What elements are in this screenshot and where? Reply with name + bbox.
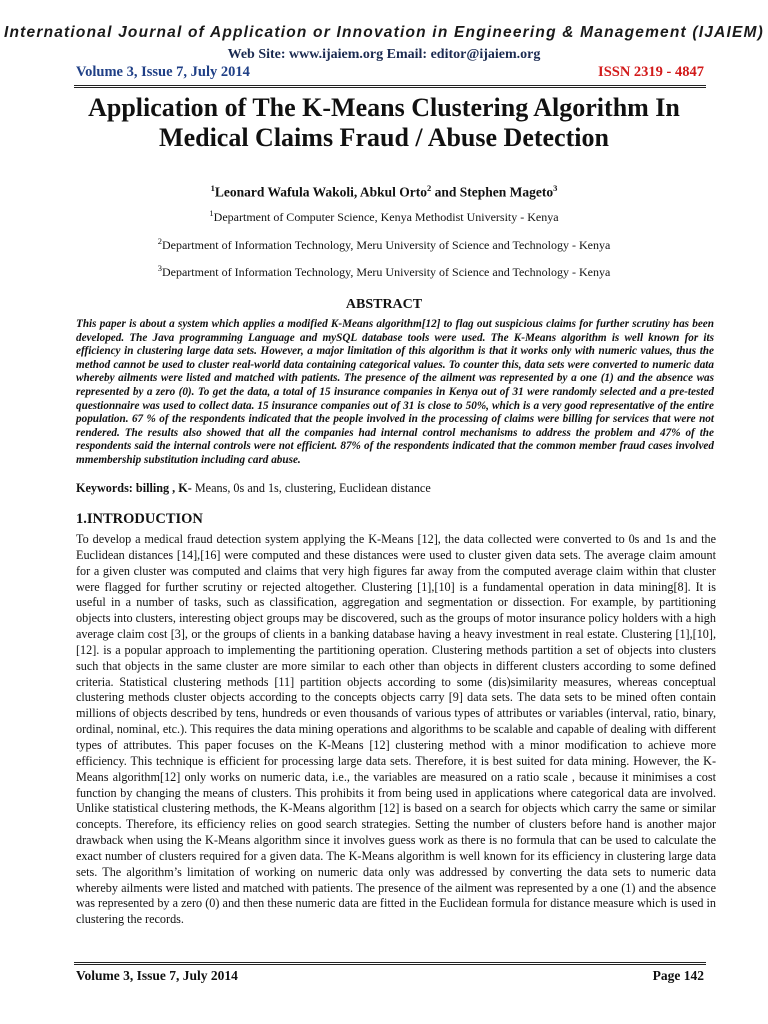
affiliation-2-text: Department of Information Technology, Meru University of Science and Technology - Kenya [161,238,611,252]
abstract-text: This paper is about a system which applies a modified K-Means algorithm[12] to flag out suspicious claims for further scrutiny has been developed. The Java programming Language and mySQL database tools were used. The K-Means algorithm is well known for its efficiency in clustering large data sets. However, a major limitation of this algorithm is that it works only with numeric values, thus the method cannot be used to cluster real-world data containing categorical values. To counter this, data sets were converted to numeric data whereby ailments were listed and matched with patients. The presence of the ailment was represented by a one (1) and the absence was represented by a zero (0). To get the data, a total of 15 insurance companies in Kenya out of 31 were randomly selected and a pre-tested questionnaire was used to collect data. 15 insurance companies out of 31 is close to 50%, which is a very good representative of the entire population. 67 % of the respondents indicated that the people involved in the processing of claims were billing for services that were not rendered. The results also showed that all the companies had internal control mechanisms to address the problem and 47% of the respondents said the internal controls were not efficient. 87% of the respondents indicated that the common member fraud cases involved mmembership substitution including card abuse. [76,318,714,466]
keywords-line [76,481,716,496]
author-line [0,183,768,201]
affiliation-2 [0,236,768,253]
header-issn: ISSN 2319 - 4847 [598,64,704,80]
affiliation-3-text: Department of Information Technology, Meru University of Science and Technology - Kenya [161,265,611,279]
affiliation-2-sup: 2 [157,236,162,246]
author-2-sup: 2 [427,183,432,193]
journal-website: Web Site: www.ijaiem.org Email: editor@ijaiem.org [227,47,541,62]
author-3-sup: 3 [553,183,558,193]
authors-1-2: Leonard Wafula Wakoli, Abkul Orto [214,184,428,200]
affiliation-3 [0,263,768,280]
header-volume: Volume 3, Issue 7, July 2014 [76,64,250,80]
abstract-heading: ABSTRACT [345,297,423,312]
affiliation-1 [0,208,768,225]
introduction-text: To develop a medical fraud detection system applying the K-Means [12], the data collected were converted to 0s and 1s and the Euclidean distances [14],[16] were computed and these distances were used to cluster given data sets. The average claim amount for a given cluster was computed and claims that very high figures far away from the computed average claim within that cluster were flagged for further scrutiny or rejected altogether. Clustering [1],[10] is a fundamental operation in data mining[8]. It is useful in a number of tasks, such as classification, aggregation and segmentation or dissection. For example, by partitioning objects into clusters, interesting object groups may be discovered, such as the groups of motor insurance policy holders with a high average claim cost [3], or the groups of clients in a banking database having a heavy investment in real estate. Clustering [1],[10],[12]. is a popular approach to implementing the partitioning operation. Clustering methods partition a set of objects into clusters such that objects in the same cluster are more similar to each other than objects in different clusters according to some defined criteria. Statistical clustering methods [11] partition objects according to some (dis)similarity measures, whereas conceptual clustering methods cluster objects according to the concepts objects carry [9] data sets. The data sets to be mined often contain millions of objects described by tens, hundreds or even thousands of various types of attributes or variables (interval, ratio, binary, ordinal, nominal, etc.). This requires the data mining operations and algorithms to be scalable and capable of dealing with different types of attributes. This paper focuses on the K-Means [12] clustering method with a minor modification to achieve more efficiency. This technique is efficient for processing large data sets. Therefore, it is best suited for data mining. However, the K-Means algorithm[12] only works on numeric data, i.e., the variables are measured on a ratio scale , because it minimises a cost function by changing the means of clusters. This prohibits it from being used in applications where categorical data are involved. Unlike statistical clustering methods, the K-Means algorithm [12] is based on a search for objects which carry the same or similar concepts. Therefore, its efficiency relies on good search strategies. Setting the number of clusters before hand is another major drawback when using the K-Means algorithm since it involves guess work as there is no formula that can be used to calculate the exact number of clusters required for a given data. The K-Means algorithm is well known for its efficiency in clustering large data sets. The algorithm’s limitation of working on numeric data only was addressed by converting the data sets to numeric data whereby ailments were listed and matched with patients. The presence of the ailment was represented by a one (1) and the absence was represented by a zero (0) and then these numeric data are fitted in the Euclidean formula for distance measure which is used in clustering the records. [76,532,716,927]
footer-page-number: Page 142 [652,968,704,983]
footer-rule [74,962,706,965]
keywords-text: Means, 0s and 1s, clustering, Euclidean distance [191,481,431,495]
author-1-sup: 1 [210,183,215,193]
keywords-label: Keywords: billing , K- [76,481,192,495]
affiliation-3-sup: 3 [157,263,162,273]
affiliation-1-sup: 1 [209,208,214,218]
paper-title: Application of The K-Means Clustering Algorithm In Medical Claims Fraud / Abuse Detection [88,93,680,152]
section-heading-introduction: 1.INTRODUCTION [76,511,203,527]
author-3: and Stephen Mageto [431,184,554,200]
affiliation-1-text: Department of Computer Science, Kenya Methodist University - Kenya [213,210,559,224]
header-rule [74,85,706,88]
footer-volume: Volume 3, Issue 7, July 2014 [76,968,238,983]
journal-name: International Journal of Application or Innovation in Engineering & Management (IJAIEM) [3,24,765,41]
